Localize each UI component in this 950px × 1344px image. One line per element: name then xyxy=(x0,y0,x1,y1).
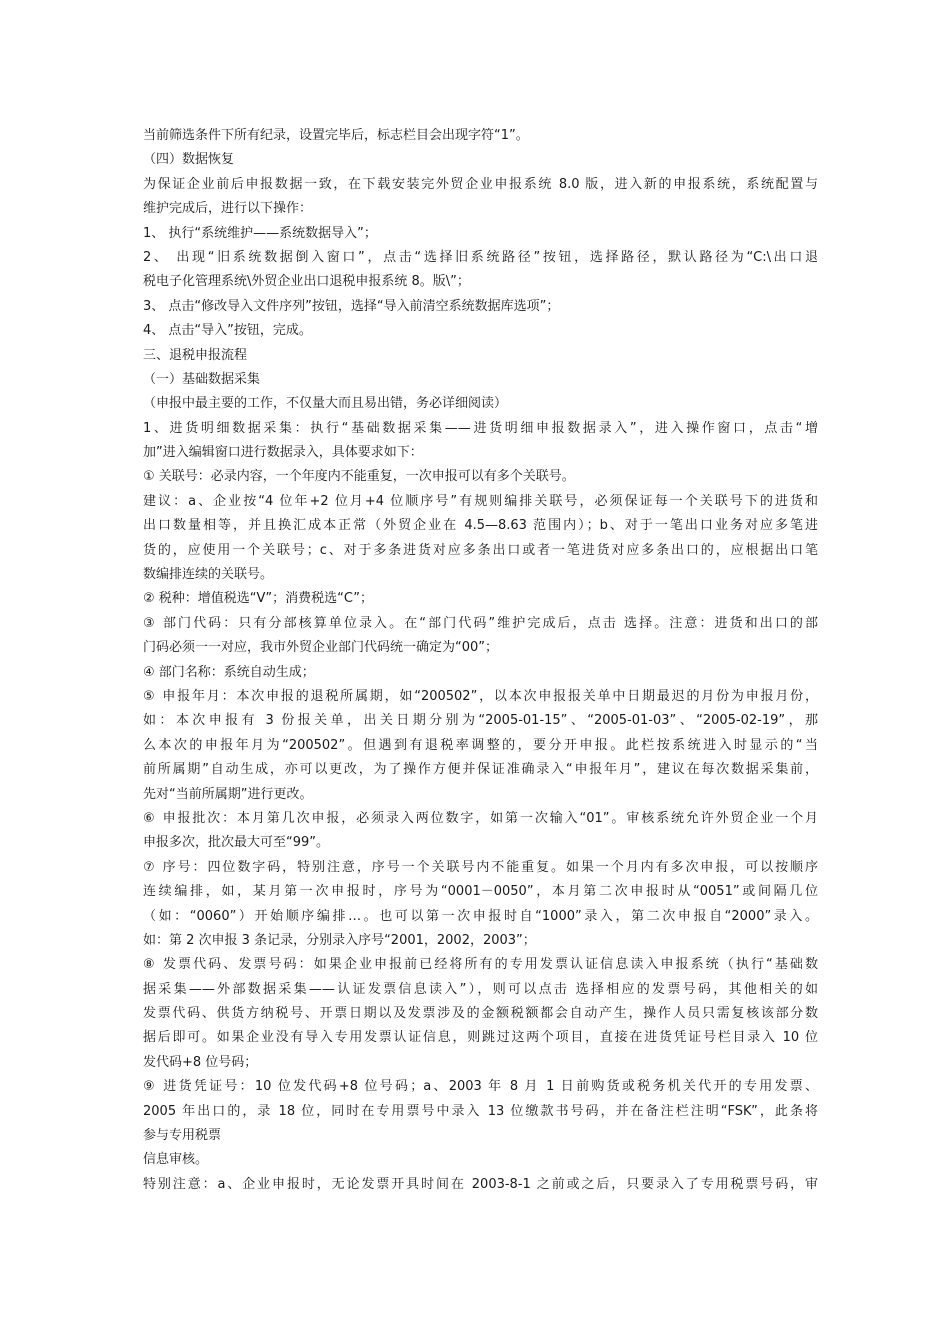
text-line: 加”进入编辑窗口进行数据录入，具体要求如下： xyxy=(143,445,423,461)
text-line: ① 关联号：必录内容，一个年度内不能重复，一次申报可以有多个关联号。 xyxy=(143,469,575,485)
text-line: 维护完成后，进行以下操作： xyxy=(143,201,313,217)
text-line: 1、进货明细数据采集：执行“基础数据采集——进货明细申报数据录入”，进入操作窗口，点击“增 xyxy=(143,420,818,436)
text-line: 三、退税申报流程 xyxy=(143,347,248,363)
text-line: ④ 部门名称：系统自动生成； xyxy=(143,664,315,680)
text-line: 参与专用税票 xyxy=(143,1128,222,1144)
text-line: ⑥ 申报批次：本月第几次申报，必须录入两位数字，如第一次输入“01”。审核系统允许外贸企业一个月 xyxy=(143,810,818,826)
text-line: 3、 点击“修改导入文件序列”按钮，选择“导入前清空系统数据库选项”； xyxy=(143,298,560,314)
text-line: 如：第 2 次申报 3 条记录，分别录入序号“2001，2002，2003”； xyxy=(143,932,536,948)
text-line: 数编排连续的关联号。 xyxy=(143,567,274,583)
text-line: （申报中最主要的工作，不仅量大而且易出错，务必详细阅读） xyxy=(143,396,508,412)
text-line: （如：“0060”）开始顺序编排…。也可以第一次申报时自“1000”录入，第二次申报自“2000”录入。 xyxy=(143,908,818,924)
text-line: ⑦ 序号：四位数字码，特别注意，序号一个关联号内不能重复。如果一个月内有多次申报，可以按顺序 xyxy=(143,859,818,875)
text-line: 为保证企业前后申报数据一致，在下载安装完外贸企业申报系统 8.0 版，进入新的申报系统，系统配置与 xyxy=(143,176,818,192)
text-line: 门码必须一一对应，我市外贸企业部门代码统一确定为“00”； xyxy=(143,640,499,656)
document-page xyxy=(143,124,818,1197)
text-line: 2、 出现“旧系统数据倒入窗口”，点击“选择旧系统路径”按钮，选择路径，默认路径为“C:\出口退 xyxy=(143,249,818,265)
text-line: 税电子化管理系统\外贸企业出口退税申报系统 8。版\”； xyxy=(143,274,470,290)
text-line: 发代码+8 位号码； xyxy=(143,1054,258,1070)
text-line: 么本次的申报年月为“200502”。但遇到有退税率调整的，要分开申报。此栏按系统进入时显示的“当 xyxy=(143,737,818,753)
text-line: ⑧ 发票代码、发票号码：如果企业申报前已经将所有的专用发票认证信息读入申报系统（执行“基础数 xyxy=(143,957,818,973)
text-line: 当前筛选条件下所有纪录，设置完毕后，标志栏目会出现字符“1”。 xyxy=(143,128,529,143)
text-line: 先对“当前所属期”进行更改。 xyxy=(143,786,313,802)
text-line: 信息审核。 xyxy=(143,1152,209,1168)
text-line: （四）数据恢复 xyxy=(143,152,235,168)
text-line: 出口数量相等，并且换汇成本正常（外贸企业在 4.5—8.63 范围内）；b、对于一笔出口业务对应多笔进 xyxy=(143,518,818,534)
text-line: 2005 年出口的，录 18 位，同时在专用票号中录入 13 位缴款书号码，并在备注栏注明“FSK”，此条将 xyxy=(143,1103,818,1119)
text-line: ② 税种：增值税选“V”；消费税选“C”； xyxy=(143,591,373,607)
text-line: 前所属期”自动生成，亦可以更改，为了操作方便并保证准确录入“申报年月”，建议在每次数据采集前， xyxy=(143,762,818,778)
text-line: 发票代码、供货方纳税号、开票日期以及发票涉及的金额税额都会自动产生，操作人员只需复核该部分数 xyxy=(143,1006,818,1022)
text-line: ⑨ 进货凭证号：10 位发代码+8 位号码；a、2003 年 8 月 1 日前购货或税务机关代开的专用发票、 xyxy=(143,1079,818,1095)
text-line: 1、 执行“系统维护——系统数据导入”； xyxy=(143,225,377,241)
text-line: ③ 部门代码：只有分部核算单位录入。在“部门代码”维护完成后，点击 选择。注意：进货和出口的部 xyxy=(143,615,818,631)
text-line: 申报多次，批次最大可至“99”。 xyxy=(143,835,330,851)
text-line: 连续编排，如，某月第一次申报时，序号为“0001－0050”，本月第二次申报时从“0051”或间隔几位 xyxy=(143,884,818,900)
text-line: 建议：a、企业按“4 位年+2 位月+4 位顺序号”有规则编排关联号，必须保证每一个关联号下的进货和 xyxy=(143,493,818,509)
text-line: 据采集——外部数据采集——认证发票信息读入”），则可以点击 选择相应的发票号码，其他相关的如 xyxy=(143,981,818,997)
text-line: 货的，应使用一个关联号；c、对于多条进货对应多条出口或者一笔进货对应多条出口的，应根据出口笔 xyxy=(143,542,818,558)
text-line: 4、 点击“导入”按钮，完成。 xyxy=(143,323,312,339)
text-line: 如：本次申报有 3 份报关单，出关日期分别为“2005-01-15”、“2005-01-03”、“2005-02-19”，那 xyxy=(143,713,818,729)
text-line: ⑤ 申报年月：本次申报的退税所属期，如“200502”，以本次申报报关单中日期最迟的月份为申报月份， xyxy=(143,688,818,704)
text-line: 据后即可。如果企业没有导入专用发票认证信息，则跳过这两个项目，直接在进货凭证号栏目录入 10 位 xyxy=(143,1030,818,1046)
text-line: （一）基础数据采集 xyxy=(143,371,261,387)
text-line: 特别注意：a、企业申报时，无论发票开具时间在 2003-8-1 之前或之后，只要录入了专用税票号码，审 xyxy=(143,1176,818,1192)
